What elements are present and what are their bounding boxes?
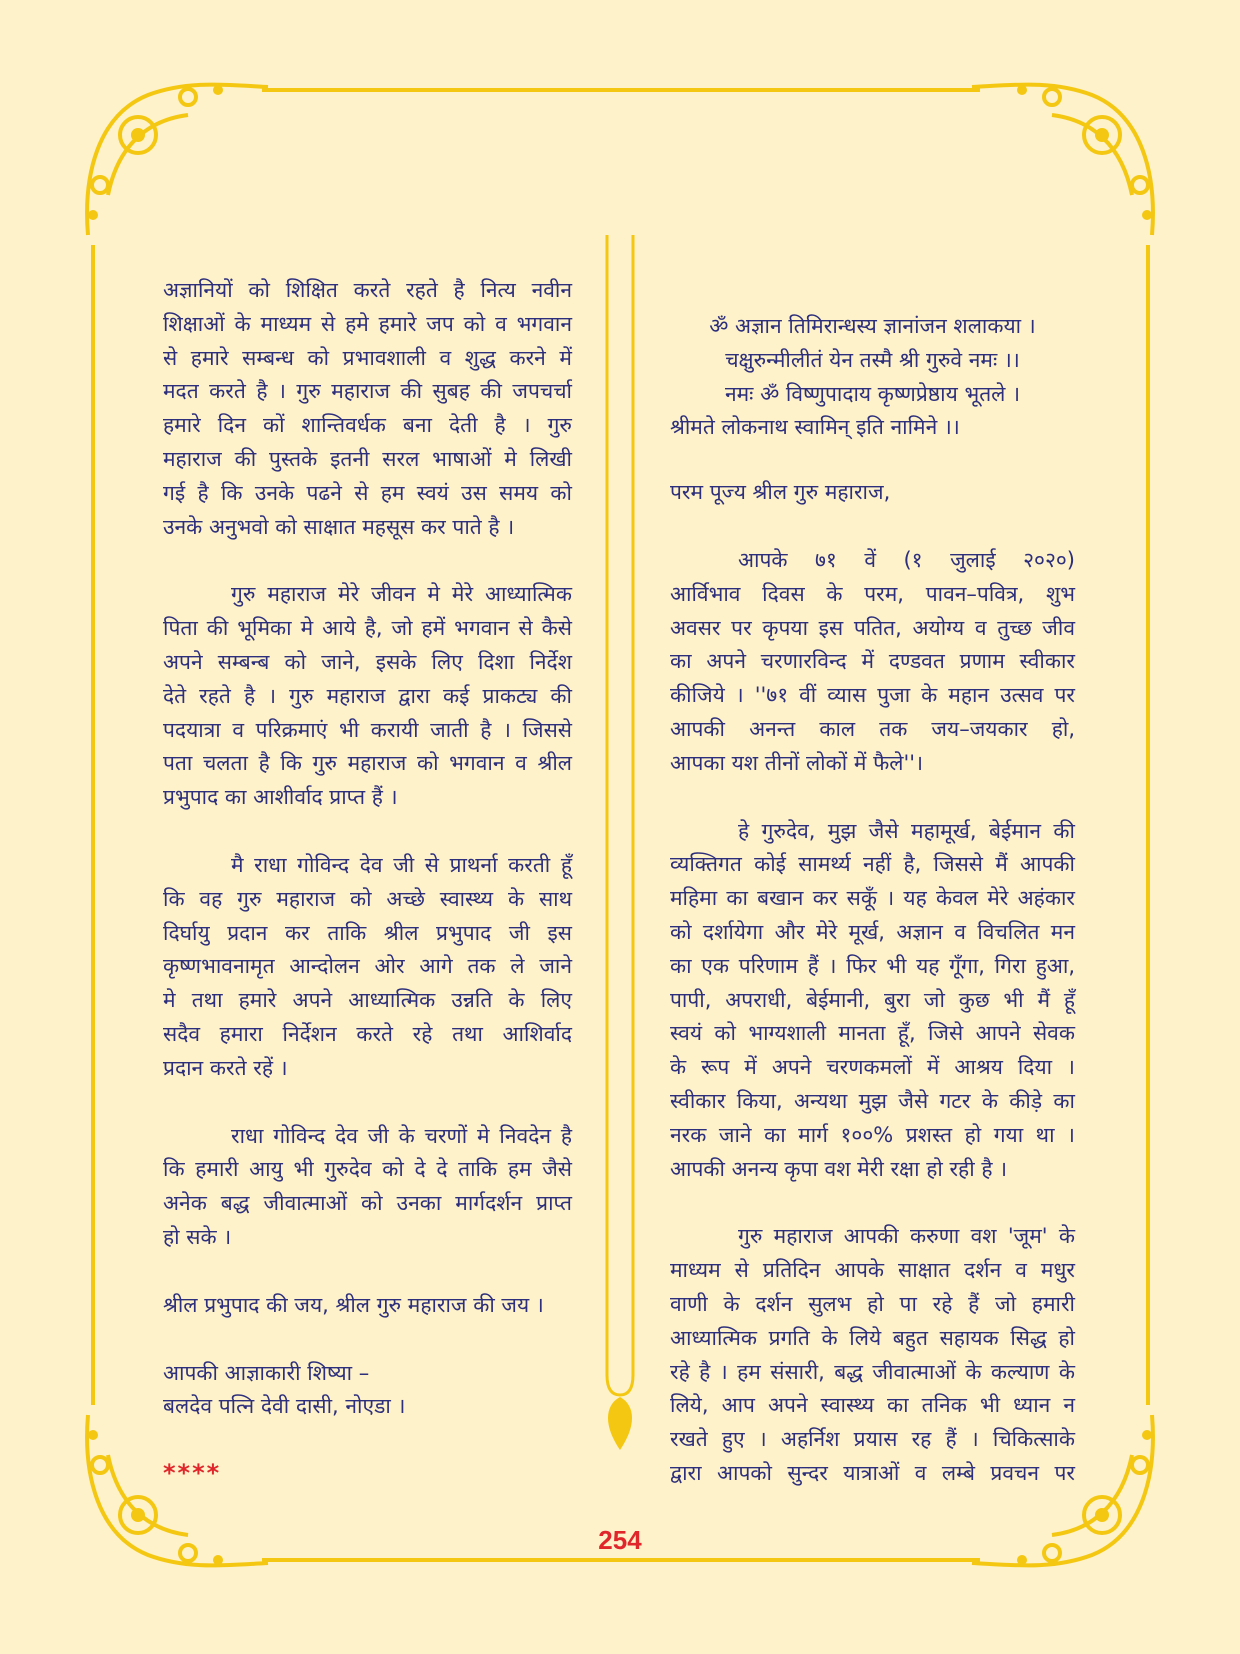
page-number: 254 (598, 1525, 642, 1555)
text-line: कृष्णभावनामृत आन्दोलन ओर आगे तक ले जाने (163, 954, 572, 979)
paragraph (670, 1220, 1075, 1490)
corner-ornament-top-left-icon (78, 75, 278, 245)
text-line: आर्विभाव दिवस के परम, पावन–पवित्र, शुभ (670, 581, 1075, 606)
text-line: अज्ञानियों को शिक्षित करते रहते है नित्य नवीन (163, 278, 572, 302)
left-column (163, 274, 572, 1488)
text-line: शिक्षाओं के माध्यम से हमे हमारे जप को व भगवान (163, 311, 572, 336)
text-line: आपकी अनन्य कृपा वश मेरी रक्षा हो रही है । (670, 1156, 1008, 1181)
text-line: गई है कि उनके पढने से हम स्वयं उस समय को (163, 480, 572, 505)
text-line: बलदेव पत्नि देवी दासी, नोएडा । (163, 1394, 406, 1419)
signature (163, 1357, 572, 1425)
text-line: महिमा का बखान कर सकूँ । यह केवल मेरे अहंकार (670, 886, 1075, 911)
text-line: पिता की भूमिका मे आये है, जो हमें भगवान से कैसे (163, 616, 572, 641)
text-line: प्रभुपाद का आशीर्वाद प्राप्त हैं । (163, 785, 398, 810)
text-line: हो सके । (163, 1224, 232, 1249)
text-line: कीजिये । ''७१ वीं व्यास पुजा के महान उत्सव पर (670, 683, 1075, 708)
text-line: श्रील प्रभुपाद की जय, श्रील गुरु महाराज की जय । (163, 1292, 544, 1317)
text-line: वाणी के दर्शन सुलभ हो पा रहे हैं जो हमारी (670, 1291, 1075, 1316)
text-line: पता चलता है कि गुरु महाराज को भगवान व श्रील (163, 751, 572, 776)
text-line: कि हमारी आयु भी गुरुदेव को दे दे ताकि हम जैसे (163, 1157, 572, 1182)
text-line: आपकी आज्ञाकारी शिष्या – (163, 1360, 370, 1385)
text-line: श्रीमते लोकनाथ स्वामिन् इति नामिने ।। (670, 415, 960, 440)
text-line: चक्षुरुन्मीलीतं येन तस्मै श्री गुरुवे नमः ।। (725, 347, 1020, 372)
text-line: राधा गोविन्द देव जी के चरणों मे निवदेन है (231, 1123, 572, 1148)
border-left-line (91, 245, 95, 1405)
border-top-line (262, 88, 980, 92)
text-line: हे गुरुदेव, मुझ जैसे महामूर्ख, बेईमान की (738, 818, 1075, 843)
text-line: पदयात्रा व परिक्रमाएं भी करायी जाती है । जिससे (163, 717, 572, 742)
text-line: व्यक्तिगत कोई सामर्थ्य नहीं है, जिससे मैं आपकी (670, 852, 1075, 877)
text-line: प्रदान करते रहें । (163, 1055, 288, 1080)
column-divider (595, 235, 645, 1455)
text-line: रहे है । हम संसारी, बद्ध जीवात्माओं के कल्याण के (670, 1359, 1075, 1384)
text-line: मै राधा गोविन्द देव जी से प्राथर्ना करती हूँ (231, 852, 572, 877)
text-line: गुरु महाराज आपकी करुणा वश 'जूम' के (738, 1224, 1075, 1249)
salutation: परम पूज्य श्रील गुरु महाराज, (670, 480, 891, 505)
text-line: से हमारे सम्बन्ध को प्रभावशाली व शुद्ध करने में (163, 345, 572, 370)
text-line: आपके ७१ वें (१ जुलाई २०२०) (738, 547, 1075, 572)
text-line: आपकी अनन्त काल तक जय–जयकार हो, (670, 716, 1075, 741)
paragraph (163, 1120, 572, 1255)
corner-ornament-top-right-icon (962, 75, 1162, 245)
sanskrit-verse (670, 310, 1075, 445)
border-bottom-line (262, 1558, 980, 1562)
paragraph (670, 544, 1075, 781)
text-line: मे तथा हमारे अपने आध्यात्मिक उन्नति के लिए (163, 988, 572, 1013)
text-line: दिर्घायु प्रदान कर ताकि श्रील प्रभुपाद जी इस (163, 920, 572, 945)
text-line: नमः ॐ विष्णुपादाय कृष्णप्रेष्ठाय भूतले । (724, 381, 1021, 406)
text-line: देते रहते है । गुरु महाराज द्वारा कई प्राकट्य की (163, 683, 572, 708)
text-line: का अपने चरणारविन्द में दण्डवत प्रणाम स्वीकार (670, 649, 1075, 674)
paragraph (163, 274, 572, 544)
right-column (670, 310, 1075, 1525)
text-line: नरक जाने का मार्ग १००% प्रशस्त हो गया था । (670, 1122, 1075, 1147)
text-line: उनके अनुभवो को साक्षात महसूस कर पाते है । (163, 514, 515, 539)
text-line: पापी, अपराधी, बेईमानी, बुरा जो कुछ भी मैं हूँ (670, 987, 1075, 1012)
text-line: अनेक बद्ध जीवात्माओं को उनका मार्गदर्शन प्राप्त (163, 1191, 572, 1216)
paragraph (163, 578, 572, 815)
drop-ornament-icon (608, 1397, 632, 1450)
text-line: लिये, आप अपने स्वास्थ्य का तनिक भी ध्यान न (670, 1393, 1075, 1418)
text-line: के रूप में अपने चरणकमलों में आश्रय दिया । (670, 1055, 1075, 1080)
border-right-line (1146, 245, 1150, 1405)
text-line: अवसर पर कृपया इस पतित, अयोग्य व तुच्छ जीव (670, 615, 1075, 640)
text-line: द्वारा आपको सुन्दर यात्राओं व लम्बे प्रवचन पर (670, 1460, 1075, 1485)
text-line: का एक परिणाम हैं । फिर भी यह गूँगा, गिरा हुआ, (670, 953, 1075, 978)
paragraph (163, 849, 572, 1086)
text-line: माध्यम से प्रतिदिन आपके साक्षात दर्शन व मधुर (670, 1258, 1075, 1283)
text-line: आध्यात्मिक प्रगति के लिये बहुत सहायक सिद्ध हो (670, 1325, 1075, 1350)
text-line: रखते हुए । अहर्निश प्रयास रह हैं । चिकित्साके (670, 1427, 1075, 1452)
text-line: महाराज की पुस्तके इतनी सरल भाषाओं मे लिखी (163, 446, 572, 471)
text-line: गुरु महाराज मेरे जीवन मे मेरे आध्यात्मिक (231, 582, 572, 607)
stars-separator: **** (163, 1459, 222, 1488)
text-line: मदत करते है । गुरु महाराज की सुबह की जपचर्चा (163, 379, 572, 404)
text-line: आपका यश तीनों लोकों में फैले''। (670, 750, 924, 775)
paragraph (670, 815, 1075, 1187)
text-line: हमारे दिन कों शान्तिवर्धक बना देती है । गुरु (163, 413, 572, 438)
text-line: कि वह गुरु महाराज को अच्छे स्वास्थ्य के साथ (163, 886, 572, 911)
text-line: अपने सम्बन्ब को जाने, इसके लिए दिशा निर्देश (163, 649, 572, 674)
text-line: स्वयं को भाग्यशाली मानता हूँ, जिसे आपने सेवक (670, 1021, 1075, 1046)
text-line: स्वीकार किया, अन्यथा मुझ जैसे गटर के कीड़े का (670, 1088, 1075, 1113)
text-line: को दर्शायेगा और मेरे मूर्ख, अज्ञान व विचलित मन (670, 919, 1075, 944)
text-line: ॐ अज्ञान तिमिरान्धस्य ज्ञानांजन शलाकया । (709, 314, 1036, 338)
closing-line (163, 1289, 572, 1323)
text-line: सदैव हमारा निर्देशन करते रहे तथा आशिर्वाद (163, 1021, 572, 1046)
